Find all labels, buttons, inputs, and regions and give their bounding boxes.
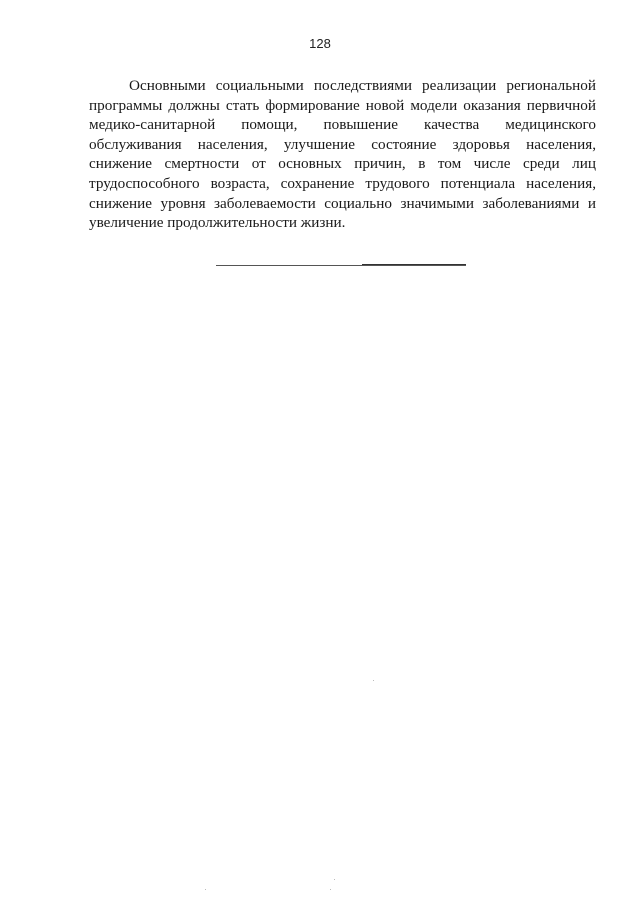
end-separator-line-overlay bbox=[362, 264, 466, 265]
scan-speck bbox=[373, 680, 374, 681]
scan-speck bbox=[205, 889, 206, 890]
scan-speck bbox=[330, 889, 331, 890]
scan-speck bbox=[334, 879, 335, 880]
end-separator-line bbox=[216, 265, 466, 266]
body-paragraph: Основными социальными последствиями реализации региональной программы должны стать формирование новой модели оказания первичной медико-санитарной помощи, повышение качества медицинского обслуживания населения, улучшение состояние здоровья населения, снижение смертности от основных причин, в том числе среди лиц трудоспособного возраста, сохранение трудового потенциала населения, снижение уровня заболеваемости социально значимыми заболеваниями и увеличение продолжительности жизни. bbox=[89, 77, 596, 232]
page-number: 128 bbox=[309, 36, 331, 51]
